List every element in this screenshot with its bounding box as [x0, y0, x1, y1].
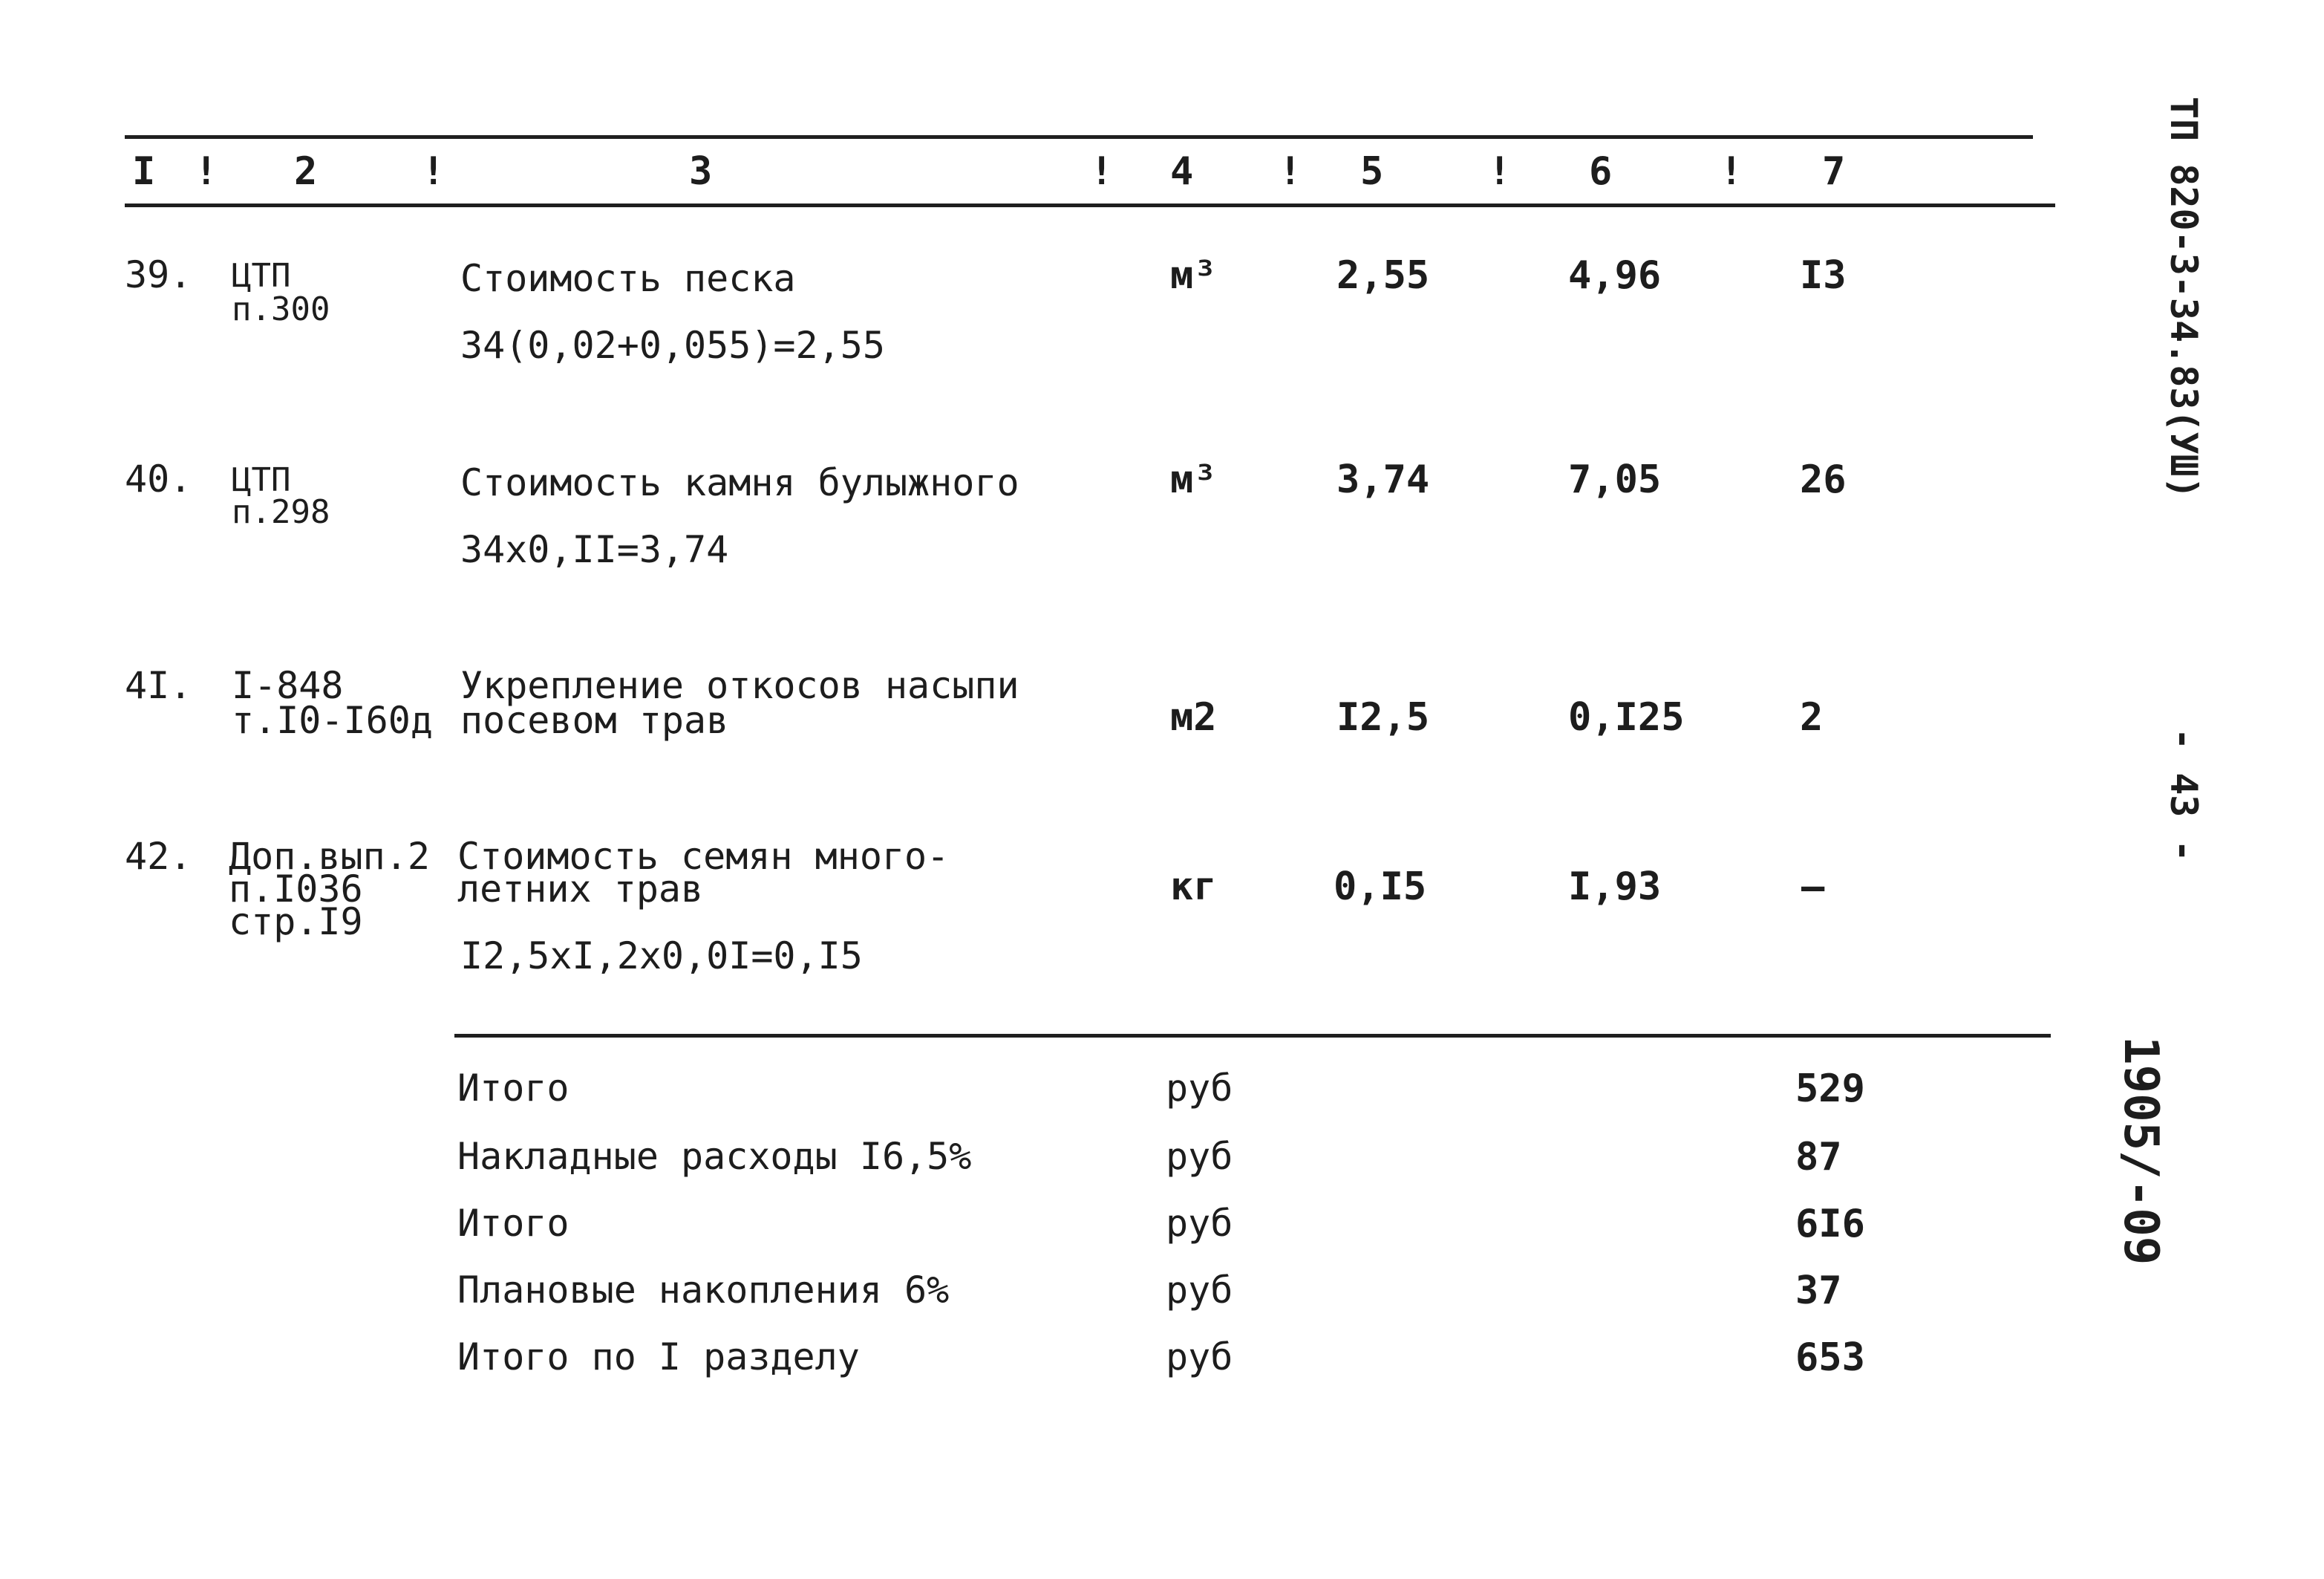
summary-value: 529: [1795, 1067, 1865, 1111]
row-description: Укрепление откосов насыпи: [460, 664, 1019, 707]
row-price: 0,I25: [1568, 695, 1685, 740]
summary-value: 653: [1795, 1335, 1865, 1380]
col-header-1: I: [132, 149, 156, 194]
summary-value: 6I6: [1795, 1202, 1865, 1246]
row-total: 26: [1800, 458, 1847, 502]
summary-unit: руб: [1166, 1067, 1233, 1110]
summary-value: 37: [1795, 1269, 1842, 1313]
summary-label: Итого: [457, 1202, 569, 1245]
row-reference: п.300: [232, 290, 330, 328]
row-formula: I2,5xI,2x0,0I=0,I5: [460, 934, 863, 977]
row-description: летних трав: [457, 867, 704, 911]
col-header-3: 3: [689, 149, 713, 194]
row-quantity: I2,5: [1336, 695, 1430, 740]
archive-stamp: 1905/-09: [2113, 1036, 2168, 1266]
summary-value: 87: [1795, 1135, 1842, 1179]
col-header-4: 4: [1170, 149, 1194, 194]
row-description: Стоимость песка: [460, 257, 796, 300]
row-price: 4,96: [1568, 253, 1662, 298]
header-bottom-rule: [125, 204, 2055, 207]
row-description: посевом трав: [460, 699, 729, 742]
col-separator: !: [1488, 149, 1512, 194]
row-number: 4I.: [125, 664, 192, 707]
col-separator: !: [195, 149, 218, 194]
row-formula: 34x0,II=3,74: [460, 528, 729, 571]
col-separator: !: [422, 149, 445, 194]
row-quantity: 3,74: [1336, 458, 1430, 502]
page-number: - 43 -: [2162, 728, 2205, 862]
row-description: Стоимость камня булыжного: [460, 461, 1019, 504]
row-reference: ЦТП: [232, 461, 291, 499]
col-separator: !: [1279, 149, 1302, 194]
summary-label: Итого по I разделу: [457, 1335, 860, 1378]
row-number: 42.: [125, 835, 192, 878]
row-reference: I-848: [232, 664, 344, 707]
header-top-rule: [125, 135, 2033, 139]
row-unit: кг: [1170, 865, 1217, 909]
row-reference: т.I0-I60д: [232, 699, 433, 742]
row-price: 7,05: [1568, 458, 1662, 502]
row-reference: стр.I9: [229, 900, 363, 943]
summary-unit: руб: [1166, 1202, 1233, 1245]
col-header-6: 6: [1589, 149, 1613, 194]
col-separator: !: [1090, 149, 1114, 194]
row-price: I,93: [1568, 865, 1662, 909]
row-total: I3: [1800, 253, 1847, 298]
row-reference: ЦТП: [232, 257, 291, 295]
summary-rule: [454, 1034, 2051, 1038]
row-unit: м³: [1170, 253, 1217, 298]
summary-unit: руб: [1166, 1269, 1233, 1312]
row-total: –: [1801, 865, 1825, 909]
col-header-2: 2: [294, 149, 318, 194]
summary-label: Плановые накопления 6%: [457, 1269, 950, 1312]
row-quantity: 0,I5: [1334, 865, 1427, 909]
row-reference: Доп.вып.2: [229, 835, 430, 878]
row-number: 39.: [125, 253, 192, 296]
row-reference: п.298: [232, 493, 330, 531]
summary-unit: руб: [1166, 1335, 1233, 1378]
row-unit: м2: [1170, 695, 1217, 740]
row-unit: м³: [1170, 458, 1217, 502]
summary-unit: руб: [1166, 1135, 1233, 1178]
row-total: 2: [1800, 695, 1824, 740]
summary-label: Накладные расходы I6,5%: [457, 1135, 972, 1178]
col-header-7: 7: [1822, 149, 1846, 194]
col-header-5: 5: [1360, 149, 1384, 194]
col-separator: !: [1720, 149, 1743, 194]
row-number: 40.: [125, 458, 192, 501]
row-reference: п.I036: [229, 867, 363, 911]
row-quantity: 2,55: [1336, 253, 1430, 298]
document-code: ТП 820-3-34.83(УШ): [2162, 97, 2205, 499]
summary-label: Итого: [457, 1067, 569, 1110]
row-description: Стоимость семян много-: [457, 835, 950, 878]
row-formula: 34(0,02+0,055)=2,55: [460, 324, 885, 367]
